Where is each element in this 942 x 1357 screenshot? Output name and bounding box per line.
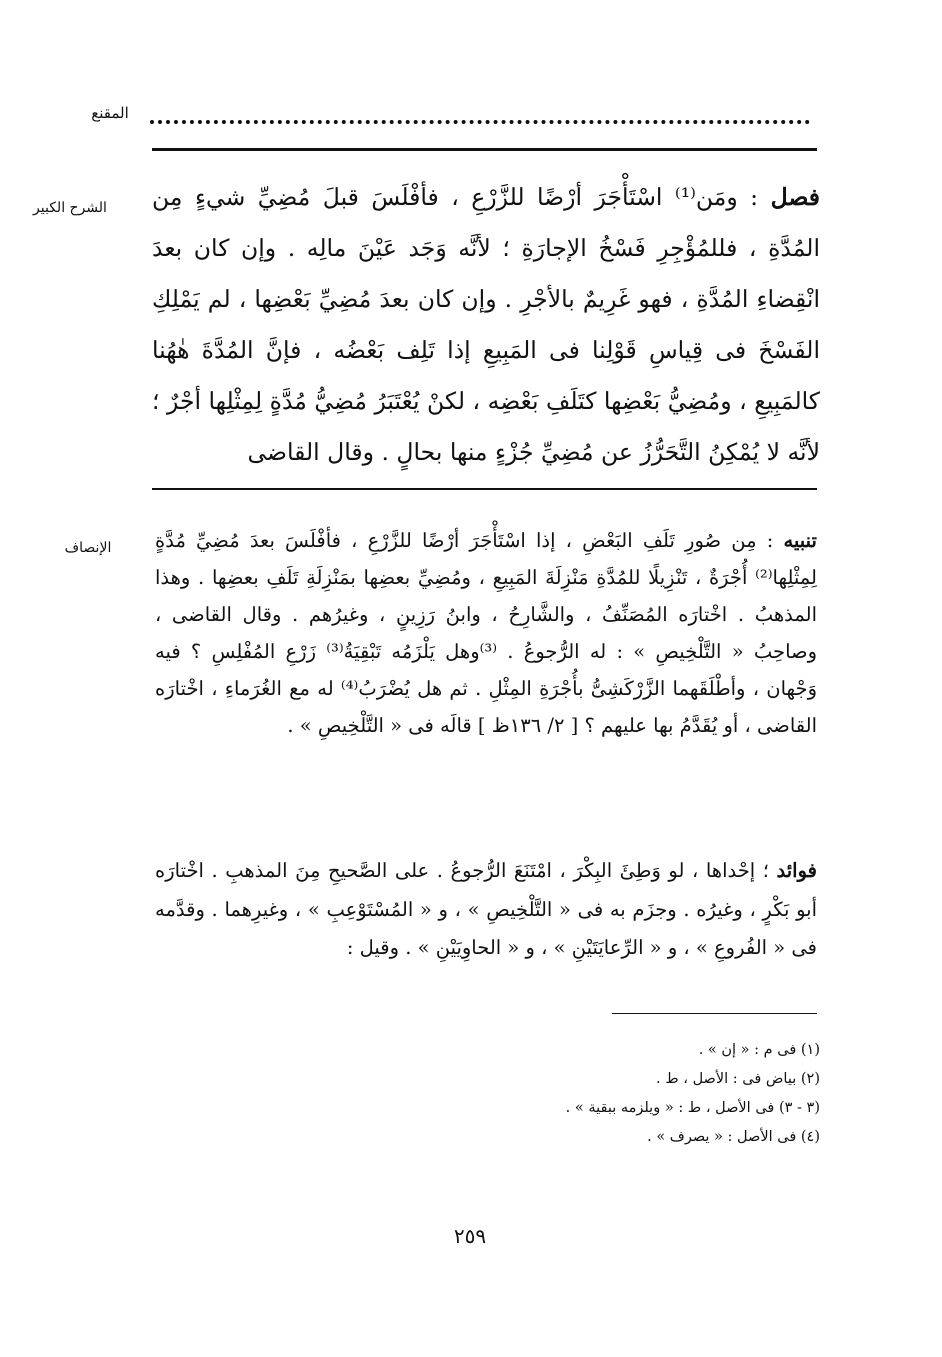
fawaid-lead-word: فوائد — [776, 859, 817, 882]
insaf-tanbih-paragraph — [155, 522, 817, 744]
main-commentary — [152, 172, 820, 478]
footnote-rule — [612, 1013, 817, 1014]
running-title: المقنع — [91, 104, 129, 122]
footnote-1: (١) فى م : « إن » . — [698, 1042, 820, 1058]
fawaid-body-text: ؛ إحْداها ، لو وَطِئَ البِكْرَ ، امْتَنَعَ الرُّجوعُ . على الصَّحيحِ مِنَ المذهبِ . اخْتارَه أبو بَكْرٍ ، وغيرُه . وجزَم به فى « التَّلْخِيصِ » ، و « المُسْتَوْعِبِ » ، وغيرِهما . وقدَّمه فى « الفُروعِ » ، و « الرِّعايَتَيْنِ » ، و « الحاوِيَيْنِ » . وقيل : — [155, 859, 817, 959]
footnote-4: (٤) فى الأصل : « يصرف » . — [647, 1129, 820, 1145]
footnote-3: (٣ - ٣) فى الأصل ، ط : « ويلزمه ببقية » . — [565, 1100, 820, 1116]
tanbih-lead-word: تنبيه — [783, 529, 817, 552]
main-body-text: : ومَن⁽¹⁾ اسْتَأْجَرَ أرْضًا للزَّرْعِ ، فأفْلَسَ قبلَ مُضِيِّ شيءٍ مِن المُدَّةِ ، فللمُؤْجِرِ فَسْخُ الإجارَةِ ؛ لأنَّه وَجَد عَيْنَ مالِه . وإن كان بعدَ انْقِضاءِ المُدَّةِ ، فهو غَرِيمٌ بالأجْرِ . وإن كان بعدَ مُضِيِّ بَعْضِها ، لم يَمْلِكِ الفَسْخَ فى قِياسِ قَوْلِنا فى المَبِيعِ إذا تَلِف بَعْضُه ، فإنَّ المُدَّةَ هٰهُنا كالمَبِيعِ ، ومُضِيُّ بَعْضِها كتَلَفِ بَعْضِه ، لكنْ يُعْتَبَرُ مُضِيُّ مُدَّةٍ لِمِثْلِها أجْرٌ ؛ لأنَّه لا يُمْكِنُ التَّحَرُّزُ عن مُضِيِّ جُزْءٍ منها بحالٍ . وقال القاضى — [152, 183, 820, 466]
page-number: ٢٥٩ — [453, 1224, 487, 1248]
side-label-insaf: الإنصاف — [64, 540, 112, 556]
insaf-fawaid-paragraph — [155, 852, 817, 968]
tanbih-body-text: : مِن صُورِ تَلَفِ البَعْضِ ، إذا اسْتَأْجَرَ أرْضًا للزَّرْعِ ، فأفْلَسَ بعدَ مُضِيِّ مُدَّةٍ لِمِثْلِها⁽²⁾ أُجْرَةٌ ، تَنْزِيلًا للمُدَّةِ مَنْزِلَةَ المَبِيعِ ، ومُضِيِّ بعضِها بمَنْزِلَةِ تَلَفِ بعضِها . وهذا المذهبُ . اخْتارَه المُصَنِّفُ ، والشَّارِحُ ، وابنُ رَزِينٍ ، وغيرُهم . وقال القاضى ، وصاحِبُ « التَّلْخِيصِ » : له الرُّجوعُ . ⁽³⁾وهل يَلْزَمُه تَبْقِيَةُ⁽³⁾ زَرْعِ المُفْلِسِ ؟ فيه وَجْهان ، وأطْلَقَهما الزَّرْكَشِىُّ بأُجْرَةِ المِثْلِ . ثم هل يُضْرَبُ⁽⁴⁾ له مع الغُرَماءِ ، اخْتارَه القاضى ، أو يُقَدَّمُ بها عليهم ؟ [ ٢/ ١٣٦ظ ] قالَه فى « التَّلْخِيصِ » . — [155, 529, 817, 737]
section-divider — [152, 488, 817, 490]
footnote-2: (٢) بياض فى : الأصل ، ط . — [656, 1071, 820, 1087]
side-label-sharh-kabir: الشرح الكبير — [33, 200, 107, 216]
footnotes — [400, 1036, 820, 1152]
main-lead-word: فصل — [770, 183, 821, 211]
header-dot-leader — [150, 100, 810, 124]
header-rule — [152, 148, 817, 151]
